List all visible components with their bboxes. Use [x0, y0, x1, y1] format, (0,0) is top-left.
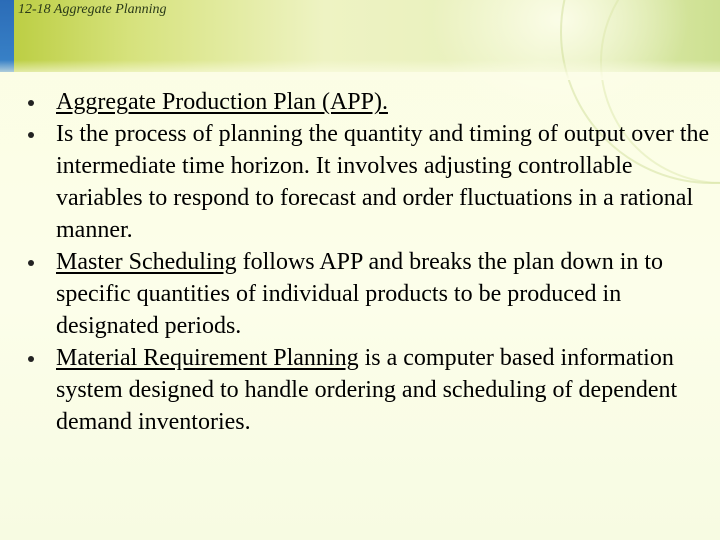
bullet-dot-icon — [28, 132, 34, 138]
bullet-item-definition — [24, 118, 714, 246]
bullet-lead: Aggregate Production Plan (APP). — [56, 89, 388, 115]
slide-label: 12-18 Aggregate Planning — [18, 2, 167, 17]
bullet-dot-icon — [28, 356, 34, 362]
bullet-list — [24, 86, 714, 438]
bullet-text: Is the process of planning the quantity and timing of output over the intermediate time horizon. It involves adjusting controllable variables to respond to forecast and order fluctuations in a rational manner. — [56, 121, 710, 243]
bullet-item-app — [24, 86, 714, 118]
bullet-lead: Master Scheduling — [56, 249, 237, 275]
bullet-dot-icon — [28, 260, 34, 266]
bullet-item-mrp — [24, 342, 714, 438]
header-fade — [0, 60, 720, 80]
bullet-lead: Material Requirement Planning — [56, 345, 359, 371]
bullet-dot-icon — [28, 100, 34, 106]
bullet-item-master-scheduling — [24, 246, 714, 342]
bullet-text: is a computer based information system designed to handle ordering and scheduling of dependent demand inventories. — [56, 345, 678, 435]
bullet-text: follows APP and breaks the plan down in to specific quantities of individual products to be produced in designated periods. — [56, 249, 664, 339]
